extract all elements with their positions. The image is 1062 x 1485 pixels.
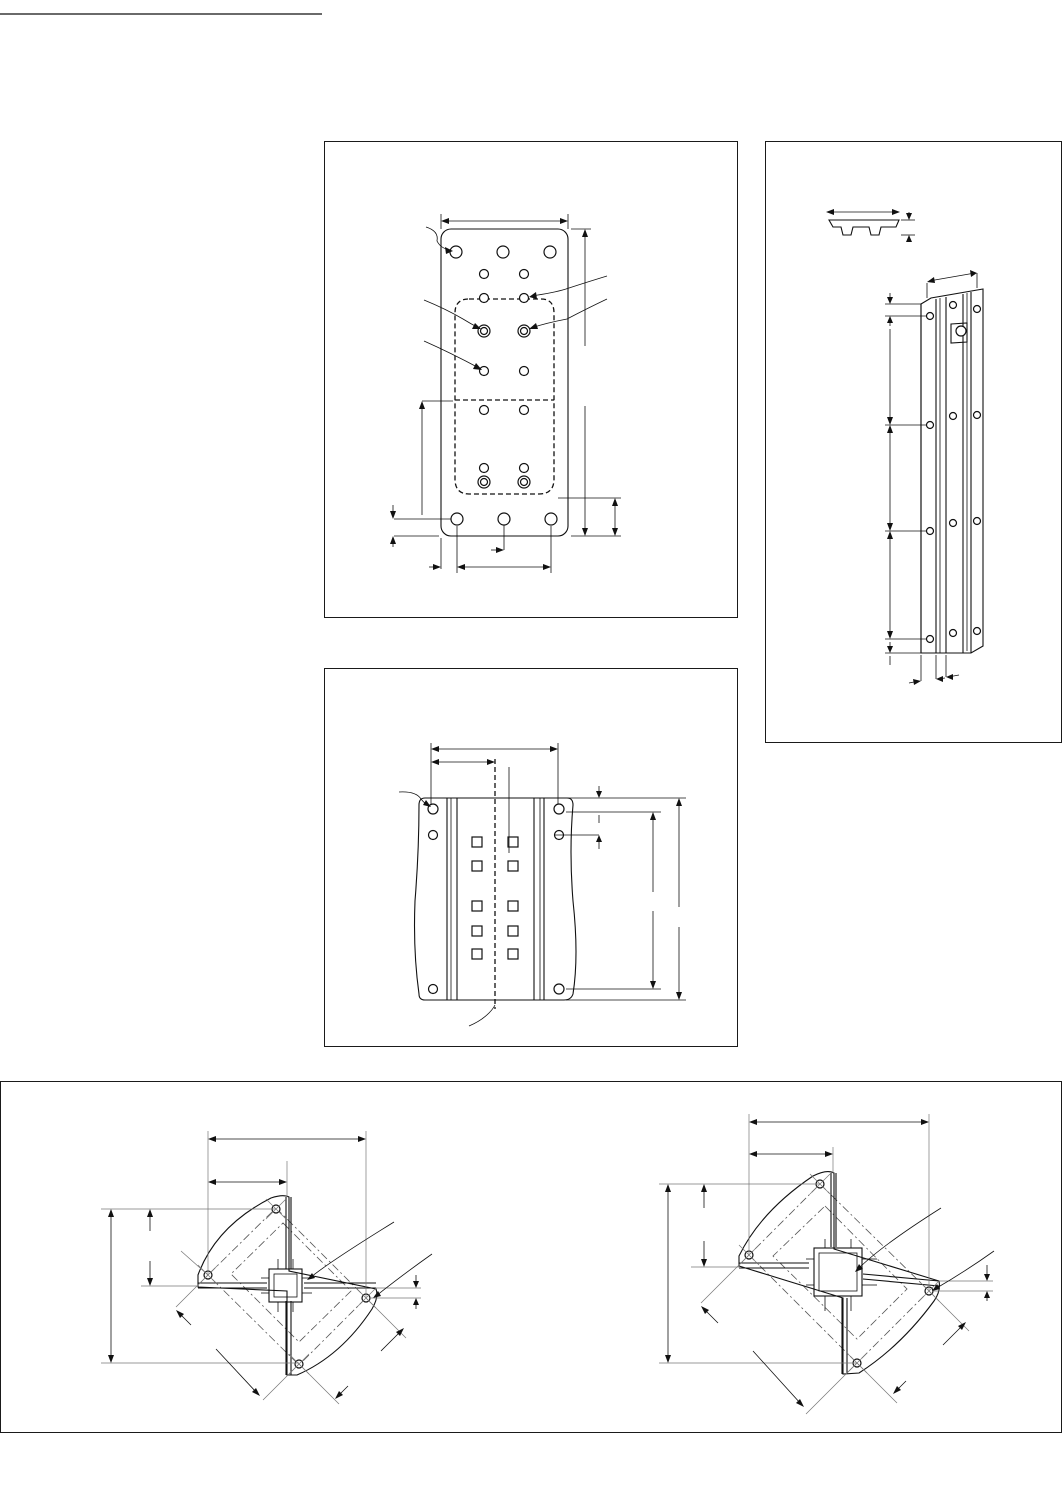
large-holes bbox=[450, 246, 557, 525]
corner-brackets-drawing bbox=[1, 1082, 1062, 1434]
rail-body bbox=[921, 289, 983, 653]
figure-plate-a bbox=[324, 141, 738, 618]
plate-a-drawing bbox=[325, 142, 739, 619]
dimension-width-top bbox=[441, 214, 568, 229]
small-holes bbox=[478, 270, 530, 489]
bracket-assembly-left bbox=[101, 1131, 432, 1404]
bracket-assembly-right bbox=[659, 1114, 994, 1414]
header-rule bbox=[0, 0, 1062, 40]
bracket-plate-drawing bbox=[325, 669, 739, 1048]
figure-corner-brackets bbox=[0, 1081, 1062, 1433]
bracket-dimensions bbox=[431, 743, 686, 1000]
rail-plate-drawing bbox=[766, 142, 1062, 744]
figure-bracket-plate bbox=[324, 668, 738, 1047]
dimension-bottom bbox=[429, 525, 551, 573]
dimension-left bbox=[390, 401, 453, 547]
figure-rail-plate bbox=[765, 141, 1062, 743]
rail-profile bbox=[826, 209, 915, 242]
